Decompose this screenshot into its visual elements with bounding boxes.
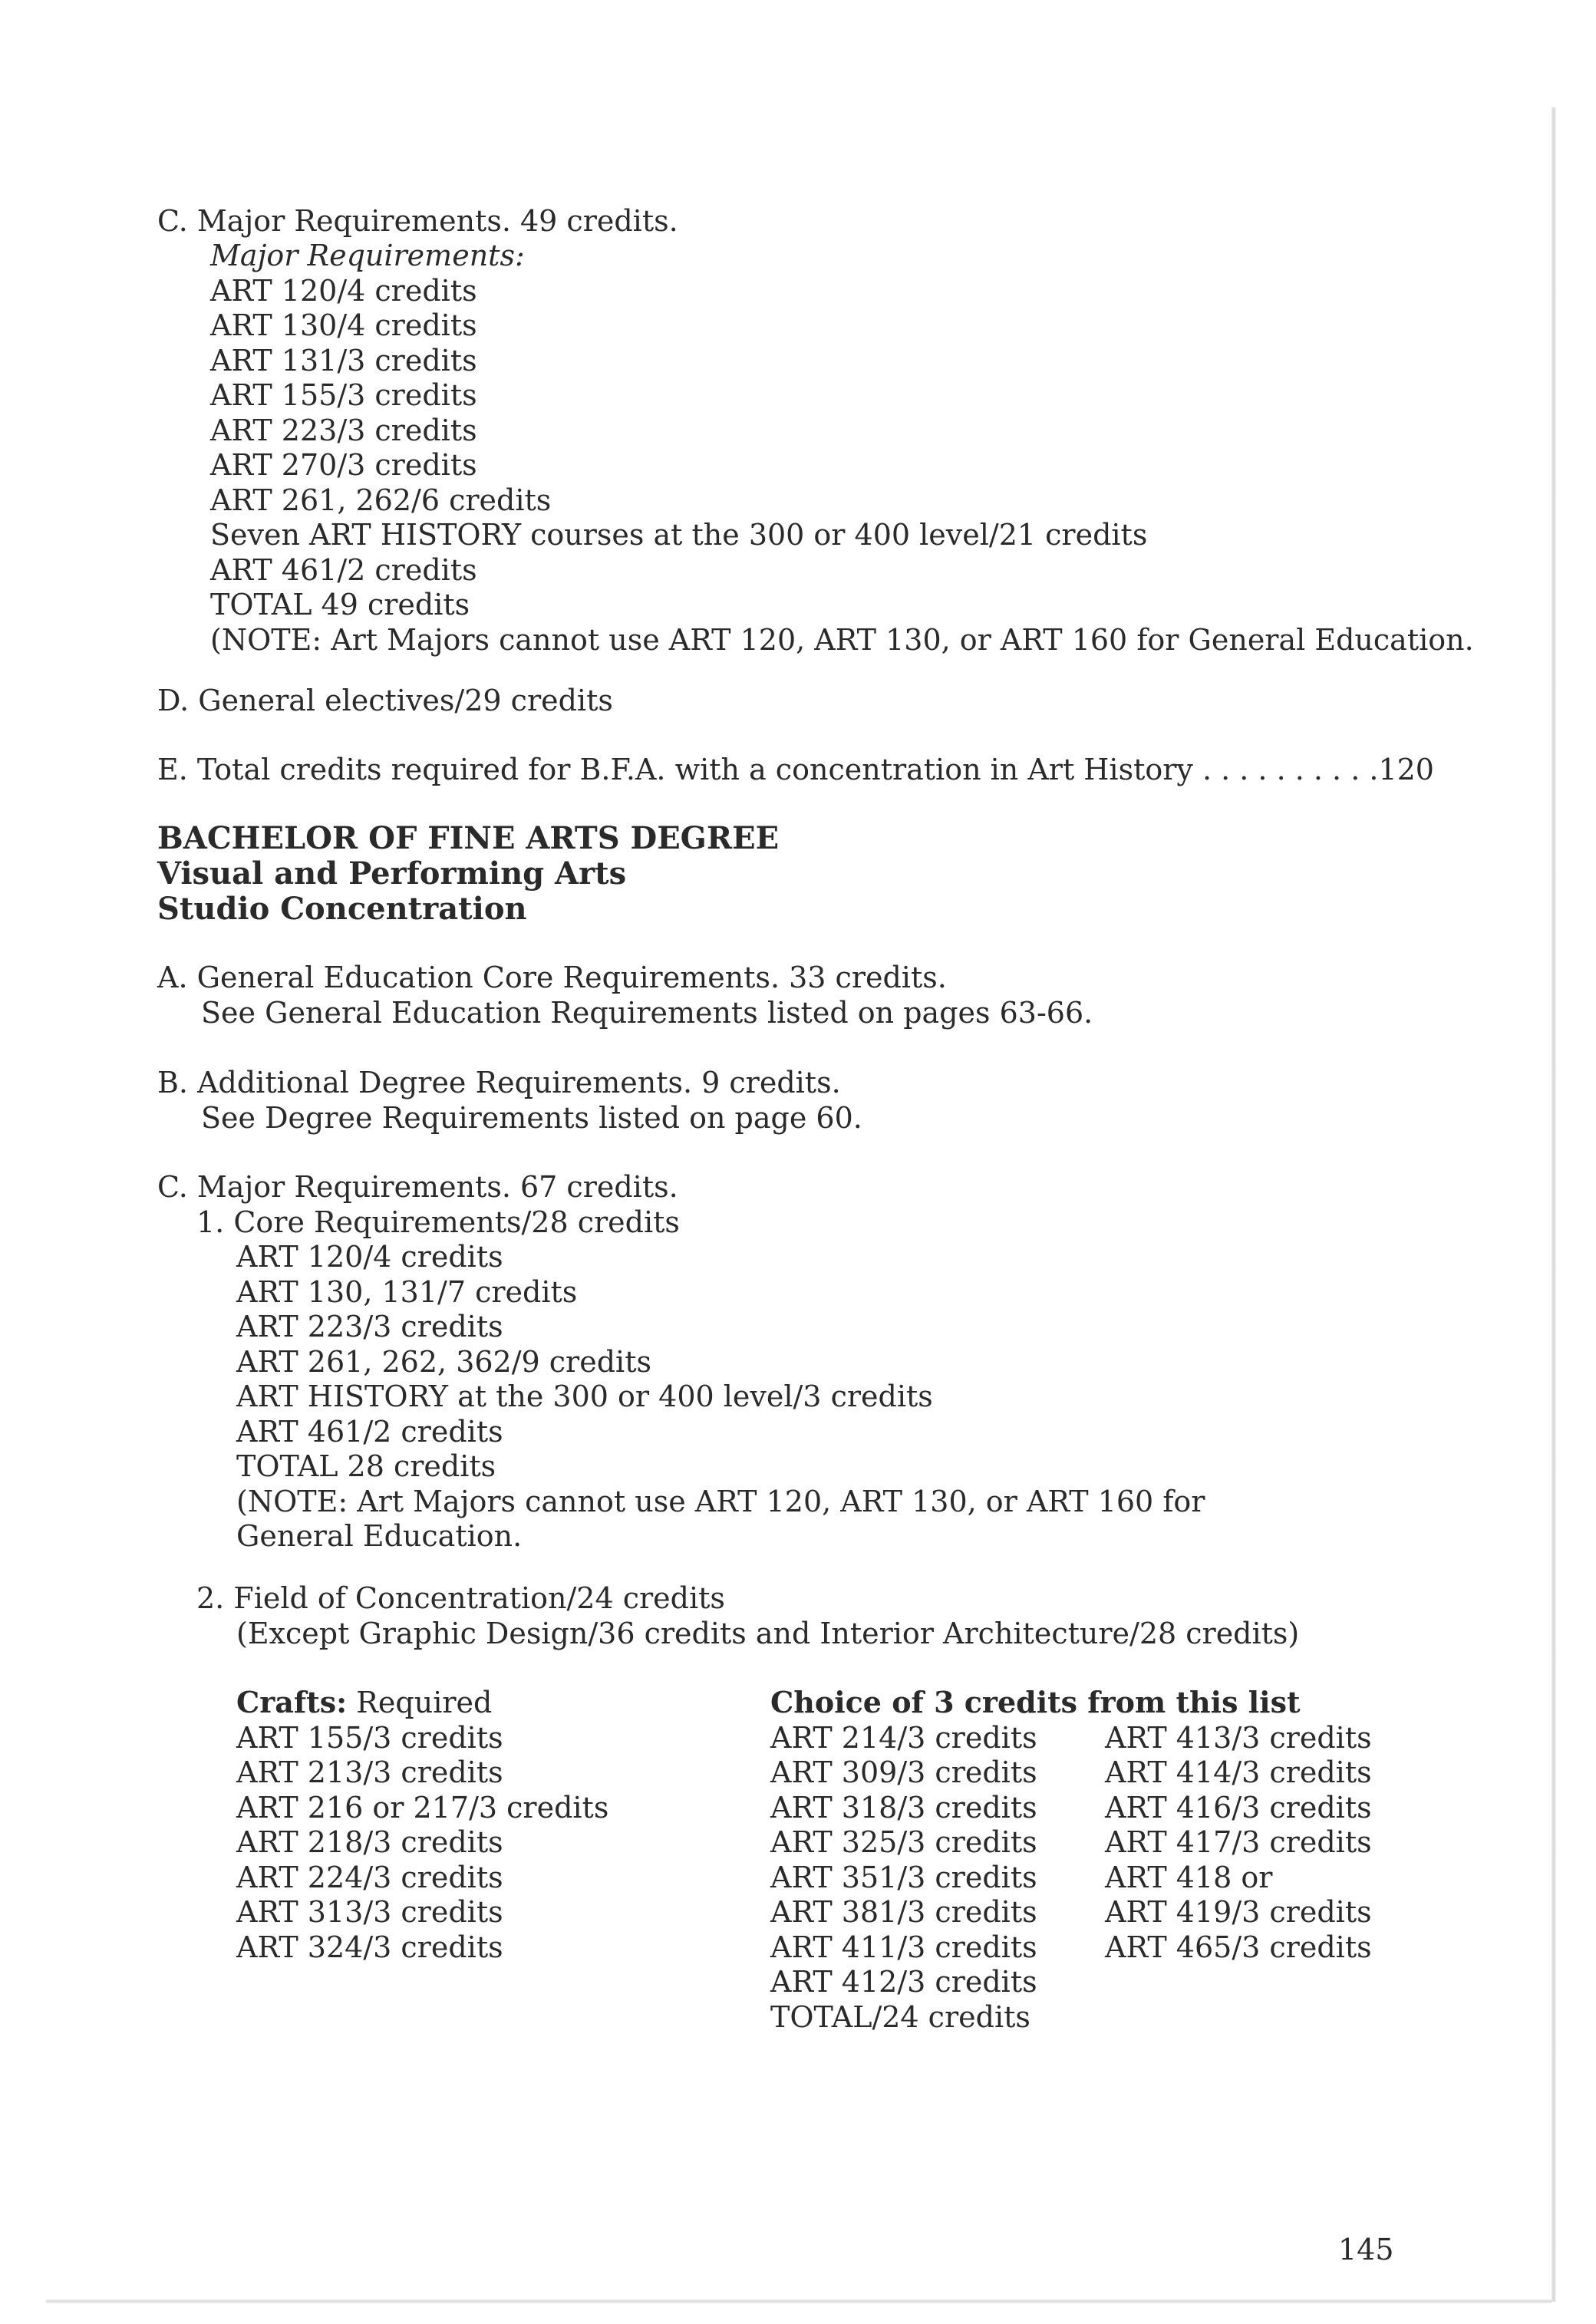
requirement-line: ART 261, 262/6 credits	[210, 483, 552, 517]
additional-degree-heading: B. Additional Degree Requirements. 9 credits.	[157, 1066, 841, 1099]
crafts-heading	[236, 1685, 492, 1720]
page-edge-bottom	[46, 2299, 1551, 2303]
general-electives: D. General electives/29 credits	[157, 684, 613, 717]
choice-item: ART 419/3 credits	[1105, 1895, 1372, 1929]
requirement-line: ART 461/2 credits	[210, 553, 477, 587]
core-note: (NOTE: Art Majors cannot use ART 120, ART 130, or ART 160 for	[236, 1485, 1205, 1518]
crafts-required-item: ART 324/3 credits	[236, 1930, 503, 1964]
choice-item: ART 309/3 credits	[770, 1755, 1037, 1789]
requirement-line: ART 223/3 credits	[210, 414, 477, 447]
choice-item: ART 411/3 credits	[770, 1930, 1037, 1964]
choice-item: ART 318/3 credits	[770, 1791, 1037, 1825]
crafts-required-item: ART 155/3 credits	[236, 1721, 503, 1755]
general-education-heading: A. General Education Core Requirements. 33 credits.	[157, 961, 947, 994]
crafts-required-item: ART 224/3 credits	[236, 1861, 503, 1894]
page-edge-right	[1551, 107, 1556, 2302]
requirement-line: ART 131/3 credits	[210, 344, 477, 377]
core-line: ART 120/4 credits	[236, 1240, 503, 1274]
field-of-concentration-exception: (Except Graphic Design/36 credits and Interior Architecture/28 credits)	[236, 1617, 1300, 1650]
choice-item: ART 417/3 credits	[1105, 1825, 1372, 1859]
requirement-line: ART 130/4 credits	[210, 308, 477, 342]
field-of-concentration-heading: 2. Field of Concentration/24 credits	[196, 1581, 725, 1615]
requirement-note: (NOTE: Art Majors cannot use ART 120, ART 130, or ART 160 for General Education.	[210, 623, 1474, 657]
choice-item: ART 351/3 credits	[770, 1861, 1037, 1894]
core-line: ART HISTORY at the 300 or 400 level/3 credits	[236, 1380, 933, 1413]
major-requirements-subhead: Major Requirements:	[210, 239, 525, 272]
additional-degree-ref: See Degree Requirements listed on page 60.	[201, 1101, 862, 1135]
choice-item: ART 414/3 credits	[1105, 1755, 1372, 1789]
crafts-label-suffix: Required	[347, 1686, 493, 1719]
requirement-line: Seven ART HISTORY courses at the 300 or 400 level/21 credits	[210, 518, 1148, 552]
core-requirements-heading: 1. Core Requirements/28 credits	[196, 1205, 680, 1239]
core-line: ART 223/3 credits	[236, 1310, 503, 1343]
requirement-line: ART 270/3 credits	[210, 448, 477, 482]
choice-item: ART 416/3 credits	[1105, 1791, 1372, 1825]
choice-total: TOTAL/24 credits	[770, 2000, 1030, 2034]
page-number: 145	[1338, 2233, 1394, 2266]
choice-item: ART 381/3 credits	[770, 1895, 1037, 1929]
major-requirements-heading: C. Major Requirements. 49 credits.	[157, 204, 678, 238]
core-note-cont: General Education.	[236, 1519, 523, 1553]
choice-item: ART 413/3 credits	[1105, 1721, 1372, 1755]
crafts-required-item: ART 313/3 credits	[236, 1895, 503, 1929]
choice-item: ART 325/3 credits	[770, 1825, 1037, 1859]
choice-heading: Choice of 3 credits from this list	[770, 1685, 1301, 1719]
crafts-required-item: ART 216 or 217/3 credits	[236, 1791, 609, 1825]
crafts-required-item: ART 218/3 credits	[236, 1825, 503, 1859]
requirement-total: TOTAL 49 credits	[210, 588, 470, 621]
crafts-required-item: ART 213/3 credits	[236, 1755, 503, 1789]
core-line: ART 461/2 credits	[236, 1415, 503, 1449]
core-line: ART 261, 262, 362/9 credits	[236, 1345, 651, 1379]
requirement-line: ART 120/4 credits	[210, 274, 477, 308]
concentration-title: Studio Concentration	[157, 891, 527, 927]
degree-subtitle: Visual and Performing Arts	[157, 855, 627, 892]
choice-item: ART 412/3 credits	[770, 1965, 1037, 1999]
total-credits-line: E. Total credits required for B.F.A. with a concentration in Art History . . . . . . . . . .120	[157, 753, 1434, 786]
degree-title: BACHELOR OF FINE ARTS DEGREE	[157, 820, 780, 856]
core-line: ART 130, 131/7 credits	[236, 1275, 578, 1309]
general-education-ref: See General Education Requirements listed on pages 63-66.	[201, 996, 1093, 1030]
choice-item: ART 214/3 credits	[770, 1721, 1037, 1755]
major-requirements-67: C. Major Requirements. 67 credits.	[157, 1170, 678, 1204]
requirement-line: ART 155/3 credits	[210, 378, 477, 412]
core-total: TOTAL 28 credits	[236, 1449, 496, 1483]
choice-item: ART 465/3 credits	[1105, 1930, 1372, 1964]
crafts-label: Crafts:	[236, 1685, 348, 1719]
choice-item: ART 418 or	[1105, 1861, 1273, 1894]
